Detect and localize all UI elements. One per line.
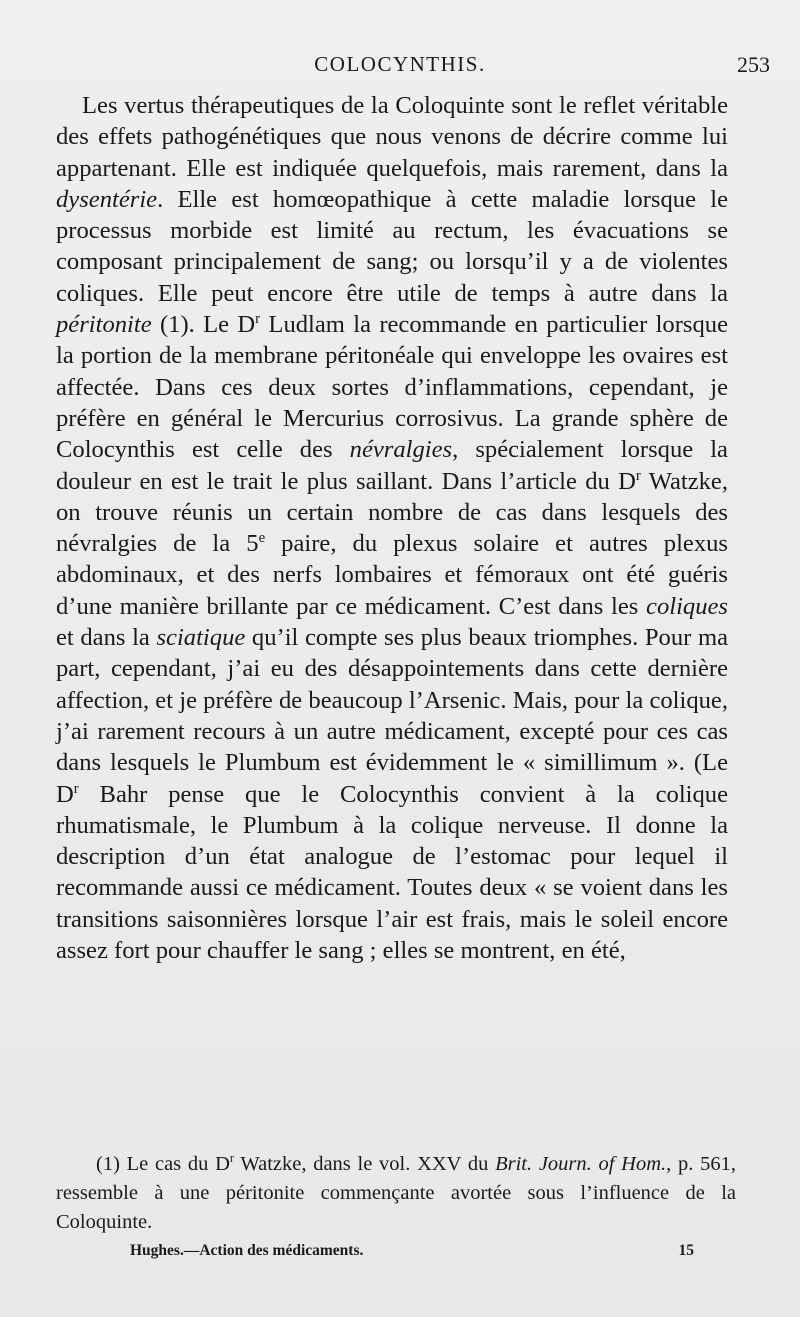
page-footer bbox=[0, 1242, 800, 1266]
footnote bbox=[56, 1150, 736, 1237]
text-run: , spécialement lorsque la douleur en est le trait le plus saillant. Dans l’article du D bbox=[56, 436, 728, 495]
text-run: Bahr pense que le Colocynthis convient à la colique rhumatismale, le Plumbum à la colique nerveuse. Il donne la description d’un état analogue de l’estomac pour lequel il recommande aussi ce médicament. Toutes deux « se voient dans les transitions saisonnières lorsque l’air est frais, mais le soleil encore assez fort pour chauffer le sang ; elles se montrent, en été, bbox=[56, 780, 728, 965]
text-run: Les vertus thérapeutiques de la Coloquinte sont le reflet véritable des effets pathogénétiques que nous venons de décrire comme lui appartenant. Elle est indiquée quelquefois, mais rarement, dans la bbox=[56, 92, 728, 182]
page-header bbox=[0, 52, 800, 82]
text-run: qu’il compte ses plus beaux triomphes. Pour ma part, cependant, j’ai eu des désappointements dans cette dernière affection, et je préfère de beaucoup l’Arsenic. Mais, pour la colique, j’ai rarement recours à un autre médicament, excepté pour ces cas dans lesquels le Plumbum est évidemment le « simillimum ». (Le D bbox=[56, 624, 728, 808]
superscript: r bbox=[635, 467, 641, 484]
italic-term-dysenterie: dysentérie bbox=[56, 185, 158, 213]
text-run: paire, du plexus solaire et autres plexus abdominaux, et des nerfs lombaires et fémoraux ont été guéris d’une manière brillante par ce médicament. C’est dans les bbox=[56, 530, 728, 620]
printer-signature: Hughes.—Action des médicaments. bbox=[130, 1242, 364, 1259]
text-run: Ludlam la recommande en particulier lorsque la portion de la membrane péritonéale qui enveloppe les ovaires est affectée. Dans ces deux sortes d’inflammations, cependant, je préfère en général le Mercurius corrosivus. La grande sphère de Colocynthis est celle des bbox=[56, 311, 728, 464]
superscript: e bbox=[258, 529, 266, 546]
italic-term-sciatique: sciatique bbox=[156, 624, 246, 652]
text-run: Watzke, on trouve réunis un certain nombre de cas dans lesquels des névralgies de la 5 bbox=[56, 467, 728, 558]
italic-term-coliques: coliques bbox=[646, 592, 728, 620]
running-head: COLOCYNTHIS. bbox=[314, 52, 486, 76]
main-text bbox=[56, 90, 728, 966]
text-run: (1) Le cas du D bbox=[96, 1153, 230, 1175]
footnote-text bbox=[56, 1150, 736, 1237]
italic-term-nevralgies: névralgies bbox=[349, 436, 453, 464]
superscript: r bbox=[255, 310, 261, 327]
text-run: Watzke, dans le vol. XXV du bbox=[234, 1153, 496, 1175]
text-run: . Elle est homœopathique à cette maladie lorsque le processus morbide est limité au rectum, les évacuations se composant principalement de sang; ou lorsqu’il y a de violentes coliques. Elle peut encore être utile de temps à autre dans la bbox=[56, 185, 728, 307]
page-number: 253 bbox=[737, 52, 770, 77]
text-run: , p. 561, ressemble à une péritonite commençante avortée sous l’influence de la Coloquinte. bbox=[56, 1153, 737, 1233]
italic-term-peritonite: péritonite bbox=[56, 311, 152, 339]
text-run: et dans la bbox=[56, 624, 157, 652]
text-run: (1). Le D bbox=[151, 311, 256, 339]
superscript: r bbox=[229, 1151, 235, 1166]
superscript: r bbox=[73, 780, 79, 797]
sheet-number: 15 bbox=[678, 1242, 694, 1259]
paragraph bbox=[56, 90, 728, 966]
italic-journal-title: Brit. Journ. of Hom. bbox=[495, 1153, 667, 1175]
